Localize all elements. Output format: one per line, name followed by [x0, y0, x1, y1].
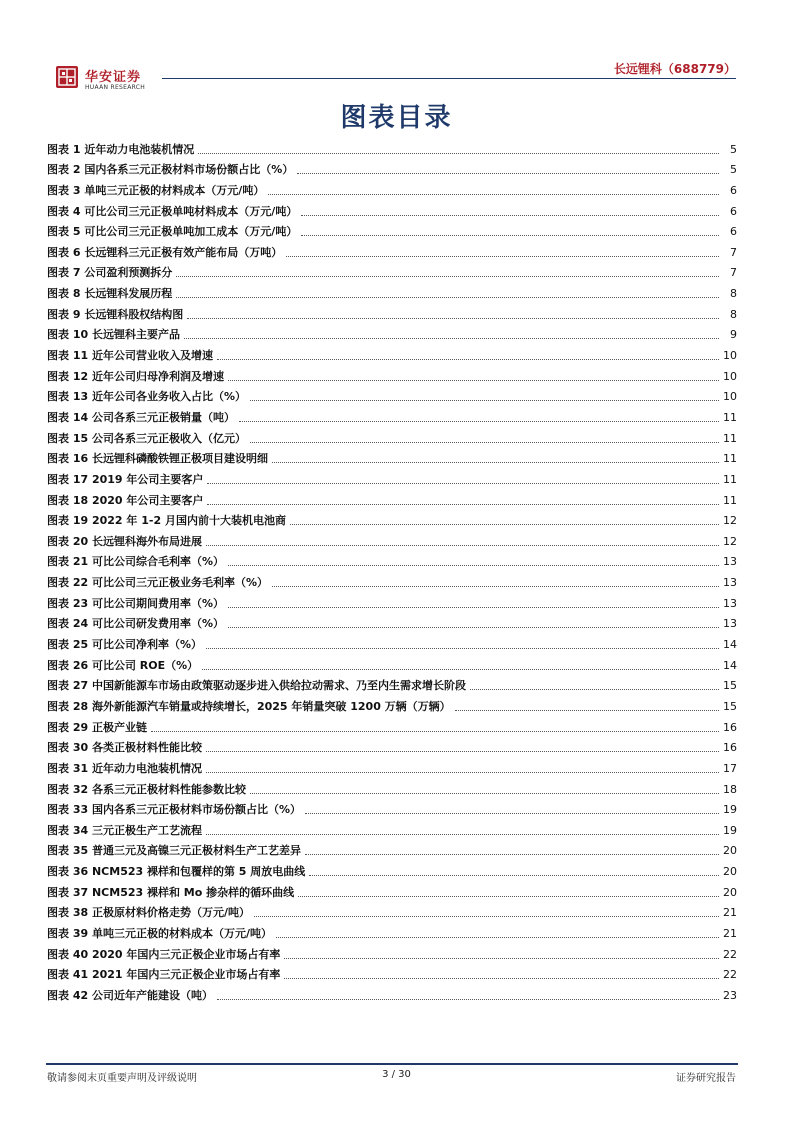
toc-entry[interactable] [47, 631, 737, 652]
toc-dot-leader [239, 421, 719, 422]
page-header [46, 58, 736, 96]
toc-dot-leader [184, 338, 719, 339]
toc-entry-page[interactable]: 13 [723, 596, 737, 610]
toc-entry[interactable] [47, 776, 737, 797]
toc-entry[interactable] [47, 487, 737, 508]
toc-dot-leader [276, 937, 719, 938]
toc-entry-page[interactable]: 6 [730, 225, 737, 239]
toc-dot-leader [301, 235, 719, 236]
toc-entry[interactable] [47, 879, 737, 900]
toc-entry[interactable] [47, 569, 737, 590]
toc-entry[interactable] [47, 590, 737, 611]
toc-entry-label[interactable]: 图表 31 近年动力电池装机情况 [47, 761, 202, 775]
toc-entry-label[interactable]: 图表 34 三元正极生产工艺流程 [47, 823, 202, 837]
toc-entry-label[interactable]: 图表 6 长远锂科三元正极有效产能布局（万吨） [47, 245, 283, 259]
toc-dot-leader [228, 627, 719, 628]
toc-entry-label[interactable]: 图表 28 海外新能源汽车销量或持续增长，2025 年销量突破 1200 万辆（万辆） [47, 699, 451, 713]
toc-entry-label[interactable]: 图表 16 长远锂科磷酸铁锂正极项目建设明细 [47, 452, 268, 466]
toc-entry-label[interactable]: 图表 9 长远锂科股权结构图 [47, 307, 184, 321]
toc-entry[interactable] [47, 404, 737, 425]
toc-entry-label[interactable]: 图表 11 近年公司营业收入及增速 [47, 349, 213, 363]
toc-dot-leader [254, 916, 719, 917]
toc-entry-page[interactable]: 16 [723, 720, 737, 734]
toc-dot-leader [217, 999, 719, 1000]
toc-entry[interactable] [47, 425, 737, 446]
toc-entry-page[interactable]: 12 [723, 534, 737, 548]
toc-entry-page[interactable]: 7 [730, 245, 737, 259]
toc-entry-page[interactable]: 11 [723, 493, 737, 507]
toc-entry[interactable] [47, 962, 737, 983]
toc-entry[interactable] [47, 714, 737, 735]
toc-entry[interactable] [47, 136, 737, 157]
toc-entry-label[interactable]: 图表 26 可比公司 ROE（%） [47, 658, 199, 672]
toc-entry[interactable] [47, 528, 737, 549]
toc-dot-leader [176, 297, 719, 298]
toc-entry[interactable] [47, 219, 737, 240]
toc-entry-page[interactable]: 6 [730, 183, 737, 197]
toc-dot-leader [250, 442, 719, 443]
toc-dot-leader [250, 793, 719, 794]
toc-entry-page[interactable]: 11 [723, 452, 737, 466]
toc-entry[interactable] [47, 301, 737, 322]
toc-entry[interactable] [47, 363, 737, 384]
toc-entry-page[interactable]: 12 [723, 514, 737, 528]
toc-entry[interactable] [47, 900, 737, 921]
toc-dot-leader [217, 359, 719, 360]
toc-entry-label[interactable]: 图表 39 单吨三元正极的材料成本（万元/吨） [47, 926, 272, 940]
toc-entry-label[interactable]: 图表 27 中国新能源车市场由政策驱动逐步进入供给拉动需求、乃至内生需求增长阶段 [47, 679, 466, 693]
toc-entry-page[interactable]: 14 [723, 658, 737, 672]
toc-dot-leader [228, 565, 719, 566]
toc-dot-leader [206, 545, 719, 546]
toc-entry-label[interactable]: 图表 14 公司各系三元正极销量（吨） [47, 410, 235, 424]
huaan-logo-icon [56, 66, 78, 88]
footer-disclaimer: 敬请参阅末页重要声明及评级说明 [47, 1073, 197, 1084]
toc-entry-label[interactable]: 图表 37 NCM523 裸样和 Mo 掺杂样的循环曲线 [47, 885, 295, 899]
toc-entry-label[interactable]: 图表 24 可比公司研发费用率（%） [47, 617, 224, 631]
toc-entry[interactable] [47, 342, 737, 363]
toc-dot-leader [470, 689, 719, 690]
toc-entry-label[interactable]: 图表 33 国内各系三元正极材料市场份额占比（%） [47, 803, 301, 817]
toc-entry-label[interactable]: 图表 1 近年动力电池装机情况 [47, 142, 195, 156]
toc-entry[interactable] [47, 280, 737, 301]
toc-entry-page[interactable]: 11 [723, 410, 737, 424]
toc-entry[interactable] [47, 755, 737, 776]
toc-dot-leader [309, 875, 719, 876]
toc-entry-label[interactable]: 图表 40 2020 年国内三元正极企业市场占有率 [47, 947, 281, 961]
toc-entry[interactable] [47, 920, 737, 941]
toc-entry[interactable] [47, 858, 737, 879]
toc-entry-page[interactable]: 10 [723, 349, 737, 363]
toc-entry[interactable] [47, 611, 737, 632]
toc-entry-label[interactable]: 图表 42 公司近年产能建设（吨） [47, 988, 213, 1002]
toc-dot-leader [202, 669, 719, 670]
toc-entry[interactable] [47, 941, 737, 962]
toc-entry-page[interactable]: 13 [723, 617, 737, 631]
toc-entry-label[interactable]: 图表 20 长远锂科海外布局进展 [47, 534, 202, 548]
toc-entry[interactable] [47, 652, 737, 673]
toc-entry-page[interactable]: 21 [723, 926, 737, 940]
toc-dot-leader [207, 504, 719, 505]
toc-entry-label[interactable]: 图表 13 近年公司各业务收入占比（%） [47, 390, 246, 404]
toc-entry-page[interactable]: 14 [723, 638, 737, 652]
toc-entry[interactable] [47, 673, 737, 694]
toc-entry-label[interactable]: 图表 19 2022 年 1-2 月国内前十大装机电池商 [47, 514, 286, 528]
toc-entry[interactable] [47, 693, 737, 714]
toc-dot-leader [250, 400, 719, 401]
toc-dot-leader [228, 607, 719, 608]
toc-entry-label[interactable]: 图表 7 公司盈利预测拆分 [47, 266, 173, 280]
toc-entry-page[interactable]: 8 [730, 287, 737, 301]
toc-dot-leader [298, 896, 719, 897]
toc-entry[interactable] [47, 384, 737, 405]
logo-text-en: HUAAN RESEARCH [85, 84, 146, 91]
logo-text-cn: 华安证券 [85, 70, 142, 85]
toc-dot-leader [286, 256, 719, 257]
toc-entry-label[interactable]: 图表 18 2020 年公司主要客户 [47, 493, 204, 507]
toc-entry[interactable] [47, 735, 737, 756]
toc-entry-page[interactable]: 21 [723, 906, 737, 920]
toc-dot-leader [228, 380, 719, 381]
toc-dot-leader [268, 194, 719, 195]
toc-entry-label[interactable]: 图表 38 正极原材料价格走势（万元/吨） [47, 906, 250, 920]
toc-entry-label[interactable]: 图表 8 长远锂科发展历程 [47, 287, 173, 301]
toc-dot-leader [187, 318, 719, 319]
toc-entry[interactable] [47, 466, 737, 487]
toc-entry-page[interactable]: 15 [723, 699, 737, 713]
toc-entry-label[interactable]: 图表 2 国内各系三元正极材料市场份额占比（%） [47, 163, 294, 177]
toc-entry-label[interactable]: 图表 21 可比公司综合毛利率（%） [47, 555, 224, 569]
toc-dot-leader [284, 958, 719, 959]
chart-list [47, 136, 737, 1003]
toc-entry-page[interactable]: 10 [723, 390, 737, 404]
toc-entry-page[interactable]: 5 [730, 163, 737, 177]
toc-entry-page[interactable]: 18 [723, 782, 737, 796]
toc-entry-label[interactable]: 图表 3 单吨三元正极的材料成本（万元/吨） [47, 183, 265, 197]
header-company-name: 长远锂科（688779） [613, 62, 736, 76]
toc-entry-label[interactable]: 图表 12 近年公司归母净利润及增速 [47, 369, 224, 383]
toc-entry-page[interactable]: 22 [723, 968, 737, 982]
toc-entry-page[interactable]: 13 [723, 576, 737, 590]
toc-entry[interactable] [47, 260, 737, 281]
toc-entry-page[interactable]: 7 [730, 266, 737, 280]
header-divider [162, 78, 736, 79]
toc-entry-page[interactable]: 15 [723, 679, 737, 693]
toc-entry-page[interactable]: 17 [723, 761, 737, 775]
toc-entry-page[interactable]: 10 [723, 369, 737, 383]
toc-entry[interactable] [47, 198, 737, 219]
toc-entry-page[interactable]: 11 [723, 431, 737, 445]
toc-entry-page[interactable]: 5 [730, 142, 737, 156]
toc-entry-label[interactable]: 图表 15 公司各系三元正极收入（亿元） [47, 431, 246, 445]
toc-entry-label[interactable]: 图表 25 可比公司净利率（%） [47, 638, 202, 652]
toc-dot-leader [176, 276, 719, 277]
toc-dot-leader [272, 586, 719, 587]
toc-entry-page[interactable]: 19 [723, 823, 737, 837]
toc-entry[interactable] [47, 322, 737, 343]
toc-entry-label[interactable]: 图表 35 普通三元及高镍三元正极材料生产工艺差异 [47, 844, 301, 858]
toc-entry-label[interactable]: 图表 10 长远锂科主要产品 [47, 328, 180, 342]
toc-dot-leader [206, 772, 719, 773]
toc-entry[interactable] [47, 446, 737, 467]
toc-entry[interactable] [47, 177, 737, 198]
toc-entry-page[interactable]: 6 [730, 204, 737, 218]
toc-entry-page[interactable]: 8 [730, 307, 737, 321]
toc-entry[interactable] [47, 797, 737, 818]
toc-entry-label[interactable]: 图表 22 可比公司三元正极业务毛利率（%） [47, 576, 268, 590]
toc-dot-leader [198, 153, 719, 154]
toc-entry-page[interactable]: 9 [730, 328, 737, 342]
toc-entry-page[interactable]: 22 [723, 947, 737, 961]
toc-entry[interactable] [47, 508, 737, 529]
toc-entry-page[interactable]: 13 [723, 555, 737, 569]
toc-entry-label[interactable]: 图表 41 2021 年国内三元正极企业市场占有率 [47, 968, 281, 982]
toc-dot-leader [207, 483, 719, 484]
toc-entry-label[interactable]: 图表 36 NCM523 裸样和包覆样的第 5 周放电曲线 [47, 865, 306, 879]
toc-entry-label[interactable]: 图表 17 2019 年公司主要客户 [47, 472, 204, 486]
toc-dot-leader [272, 462, 719, 463]
footer-page-number: 3 / 30 [382, 1069, 411, 1080]
toc-dot-leader [297, 173, 719, 174]
toc-entry-label[interactable]: 图表 29 正极产业链 [47, 720, 147, 734]
toc-entry[interactable] [47, 838, 737, 859]
toc-dot-leader [206, 834, 719, 835]
toc-entry[interactable] [47, 982, 737, 1003]
toc-entry-label[interactable]: 图表 32 各系三元正极材料性能参数比较 [47, 782, 246, 796]
toc-entry[interactable] [47, 157, 737, 178]
toc-entry-page[interactable]: 20 [723, 865, 737, 879]
page-title: 图表目录 [340, 103, 453, 133]
toc-entry-page[interactable]: 11 [723, 472, 737, 486]
toc-entry-label[interactable]: 图表 5 可比公司三元正极单吨加工成本（万元/吨） [47, 225, 298, 239]
toc-dot-leader [290, 524, 719, 525]
toc-entry[interactable] [47, 549, 737, 570]
toc-entry-page[interactable]: 20 [723, 885, 737, 899]
toc-entry-page[interactable]: 16 [723, 741, 737, 755]
toc-entry[interactable] [47, 817, 737, 838]
toc-dot-leader [455, 710, 719, 711]
toc-dot-leader [206, 648, 719, 649]
toc-entry[interactable] [47, 239, 737, 260]
toc-dot-leader [151, 731, 719, 732]
toc-entry-page[interactable]: 23 [723, 988, 737, 1002]
toc-entry-label[interactable]: 图表 4 可比公司三元正极单吨材料成本（万元/吨） [47, 204, 298, 218]
toc-entry-label[interactable]: 图表 23 可比公司期间费用率（%） [47, 596, 224, 610]
toc-dot-leader [305, 854, 719, 855]
toc-entry-page[interactable]: 20 [723, 844, 737, 858]
toc-dot-leader [301, 215, 719, 216]
footer-report-type: 证券研究报告 [676, 1073, 736, 1084]
toc-entry-page[interactable]: 19 [723, 803, 737, 817]
toc-dot-leader [305, 813, 719, 814]
toc-dot-leader [284, 978, 719, 979]
toc-dot-leader [206, 751, 719, 752]
toc-entry-label[interactable]: 图表 30 各类正极材料性能比较 [47, 741, 202, 755]
footer-divider [46, 1063, 738, 1065]
